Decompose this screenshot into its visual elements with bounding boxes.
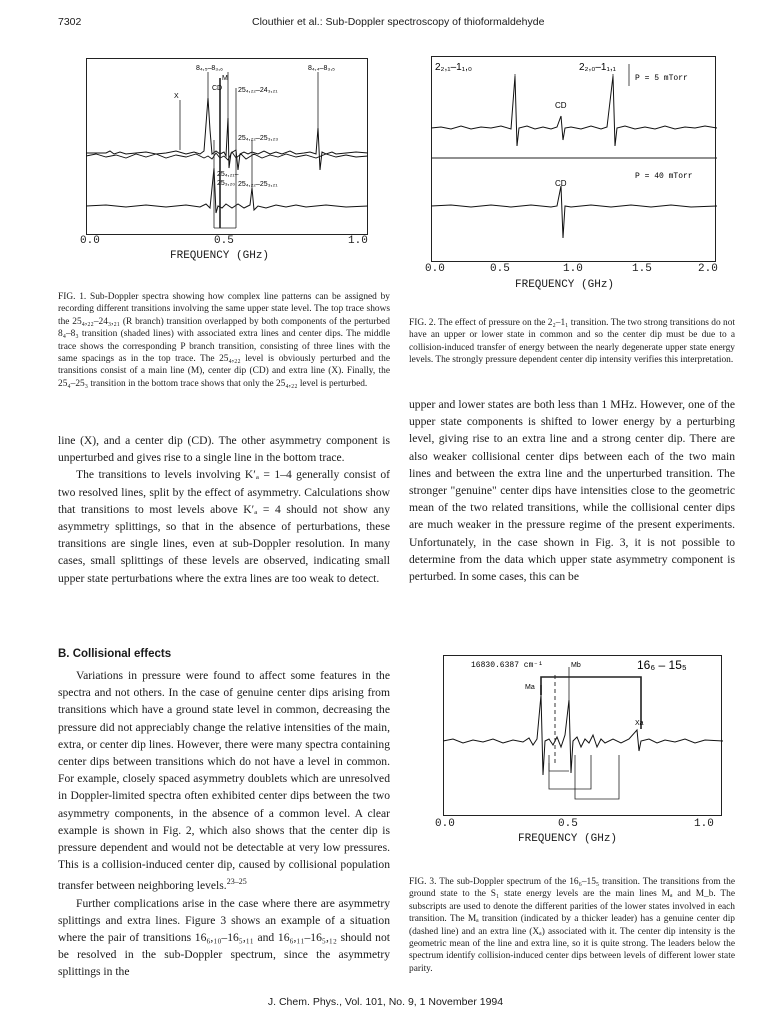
- fig3-label-mb: Mb: [571, 662, 581, 669]
- page-number: 7302: [58, 16, 82, 28]
- section-title: B. Collisional effects: [58, 648, 172, 660]
- fig1-label-top-left: 8₄,₅–8₃,₆: [196, 65, 223, 72]
- fig3-tick-0: 0.0: [435, 818, 455, 830]
- fig2-tick-0: 0.0: [425, 263, 445, 275]
- running-title: Clouthier et al.: Sub-Doppler spectroscopy of thioformaldehyde: [252, 16, 545, 28]
- fig1-label-m: M: [222, 75, 228, 82]
- page-footer: J. Chem. Phys., Vol. 101, No. 9, 1 November 1994: [267, 996, 504, 1008]
- fig2-cd-top: CD: [555, 101, 567, 110]
- figure-3-plot: [443, 655, 723, 817]
- fig1-label-bot-b: 25₃,₂₀: [217, 180, 236, 187]
- fig3-title: 16₆ – 15₅: [637, 658, 687, 672]
- figure-1-plot: [86, 58, 378, 238]
- fig1-label-bot-a: 25₄,₂₁–: [217, 171, 239, 178]
- fig2-p-bot: P = 40 mTorr: [635, 172, 693, 181]
- fig2-tick-1: 0.5: [490, 263, 510, 275]
- fig2-p-top: P = 5 mTorr: [635, 74, 688, 83]
- fig2-tick-3: 1.5: [632, 263, 652, 275]
- fig3-tick-2: 1.0: [694, 818, 714, 830]
- fig2-label-right: 2₂,₀–1₁,₁: [579, 62, 617, 73]
- fig2-caption: FIG. 2. The effect of pressure on the 2₂–1₁ transition. The two strong transitions do not have an upper or lower state in common and so the center dip must be due to a collision-induced transfer of energy between the nearly degenerate upper state energy levels. The strongly pressure dependent center dip intensity verifies this interpretation.: [409, 318, 735, 366]
- right-column: [409, 396, 735, 585]
- left-para-1: line (X), and a center dip (CD). The other asymmetry component is unperturbed and gives rise to a single line in the bottom trace.: [58, 434, 390, 465]
- fig2-label-left: 2₂,₁–1₁,₀: [435, 62, 473, 73]
- left-para-4: Further complications arise in the case where there are asymmetry splittings and extra lines. Figure 3 shows an example of a situation where the pair of transitions 16₆,₁₀–16₅,₁₁ and 16₆,₁₁–16₅,₁₂ should not be resolved in the sub-Doppler spectrum, since the asymmetry splittings in the: [58, 896, 390, 979]
- fig2-cd-bot: CD: [555, 179, 567, 188]
- fig1-xlabel: FREQUENCY (GHz): [170, 250, 270, 262]
- fig1-label-x: X: [174, 93, 179, 100]
- fig1-label-bot-c: 25₄,₂₂–25₃,₂₁: [238, 181, 278, 188]
- left-column: [58, 432, 390, 587]
- fig3-tick-1: 0.5: [558, 818, 578, 830]
- fig3-xlabel: FREQUENCY (GHz): [518, 833, 618, 845]
- fig2-tick-4: 2.0: [698, 263, 718, 275]
- fig1-label-top-right: 8₄,₄–8₃,₅: [308, 65, 335, 72]
- figure-2-plot: [431, 56, 717, 262]
- fig3-caption: FIG. 3. The sub-Doppler spectrum of the 16₆–15₅ transition. The transitions from the ground state to the S₁ state energy levels are the main lines Mₐ and M_b. The subscripts are used to denote the different parities of the lower states involved in each transition. The Mₐ transition (indicated by a thicker leader) has a genuine center dip (dashed line) and an extra line (Xₐ) associated with it. The center dip intensity is the geometric mean of the line and extra line, so it is quite strong. The leaders below the spectrum identify collision-induced center dips between levels of different lower state parity.: [409, 877, 735, 974]
- fig1-tick-1: 0.5: [214, 235, 234, 247]
- fig1-label-top-mid: 25₄,₂₂–24₃,₂₁: [238, 87, 278, 94]
- left-para-3: Variations in pressure were found to affect some features in the spectra and not others. In the case of genuine center dips arising from transitions which have a ground state level in common, decreasing the pressure did not appreciably change the relative intensities of the main, extra, or center dip lines. However, there were many spectra containing center dips between transitions which do not have a level in common. For example, closely spaced asymmetry doublets which are unresolved in Doppler-limited spectra often exhibited center dips between the two asymmetry components, in the absence of a common level. A clear example is shown in Fig. 2, which also shows that the center dip is pressure dependent and would not be detectable at very low pressures. This is a collision-induced center dip, caused by collisional population transfer between neighboring levels.$^{23-25}$: [58, 669, 390, 893]
- fig3-label-ma: Ma: [525, 684, 535, 691]
- fig1-caption: FIG. 1. Sub-Doppler spectra showing how complex line patterns can be assigned by recording different transitions involving the same upper state level. The top trace shows the 25₄,₂₂–24₃,₂₁ (R branch) transition overlapped by both components of the perturbed 8₄–8₃ transition (shaded lines) with associated extra lines and center dips. The middle trace shows the corresponding P branch transition, consisting of three lines with the same spacings as in the top trace. The 25₄,₂₂ level is obviously perturbed and the transitions consist of a main line (M), center dip (CD) and extra line (X). Finally, the 25₄–25₃ transition in the bottom trace shows that only the 25₄,₂₂ level is perturbed.: [58, 292, 390, 389]
- fig1-tick-0: 0.0: [80, 235, 100, 247]
- fig2-tick-2: 1.0: [563, 263, 583, 275]
- fig1-label-mid: 25₄,₂₂–25₃,₂₃: [238, 135, 279, 142]
- left-para-2: The transitions to levels involving K′ₐ = 1–4 generally consist of two resolved lines, split by the effect of asymmetry. Calculations show that transitions to most levels above K′ₐ = 4 should not show any asymmetry splittings, so that in the absence of perturbations, these transitions are single lines, even at sub-Doppler resolution. In many cases, small splittings of these levels are observed, indicating small upper state perturbations where the extra lines are too weak to detect.: [58, 468, 390, 585]
- fig3-label-freq: 16830.6387 cm⁻¹: [471, 661, 544, 670]
- fig2-xlabel: FREQUENCY (GHz): [515, 279, 615, 291]
- left-column-2: [58, 667, 390, 981]
- right-para-1: upper and lower states are both less than 1 MHz. However, one of the upper state components is shifted to lower energy by a perturbing level, giving rise to an extra line and a strong center dip. There are also weaker collisional center dips between each of the two main lines and between the extra line and the unperturbed transition. The stronger "genuine" center dips have intensities close to the geometric mean of the two related transitions, while the collisional center dips are much weaker in the pressure regime of the present experiments. Unfortunately, in the case shown in Fig. 3, it is not possible to determine from the data which upper state asymmetry component is perturbed. In some cases, this can be: [409, 398, 735, 584]
- fig1-label-cd: CD: [212, 85, 223, 92]
- left-para-3-ref: 23–25: [226, 877, 247, 887]
- fig1-tick-2: 1.0: [348, 235, 368, 247]
- fig3-label-xa: Xa: [635, 720, 644, 727]
